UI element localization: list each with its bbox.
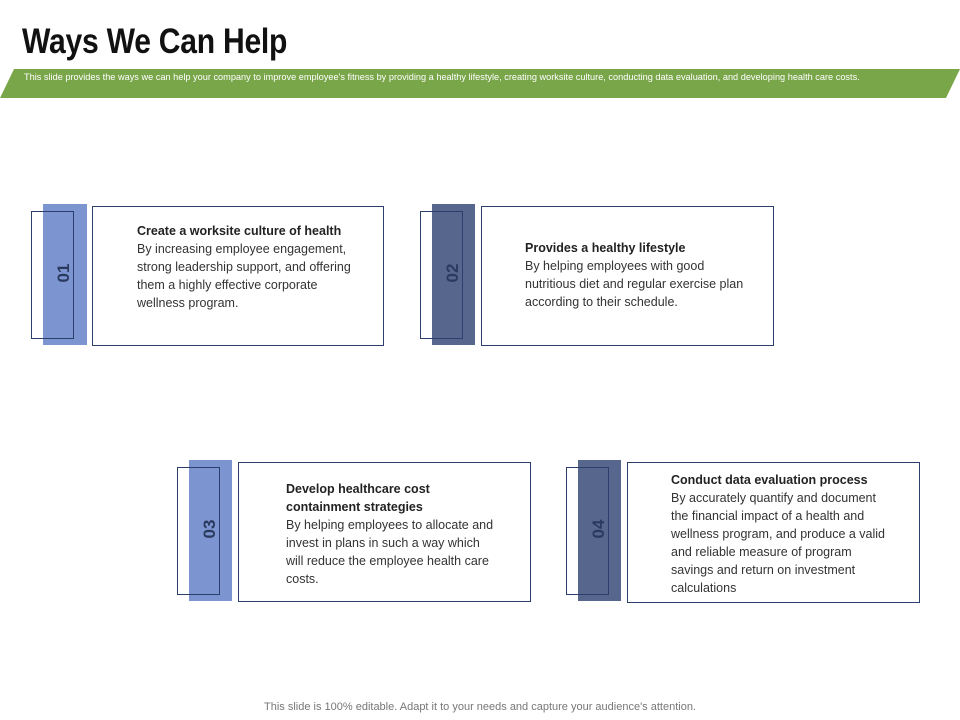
card-body: By accurately quantify and document the financial impact of a health and wellness program, and produce a valid and reliable measure of program savings and return on investment calculations (671, 491, 886, 595)
card-body: By helping employees to allocate and invest in plans in such a way which will reduce the employee health care costs. (286, 518, 494, 586)
card-text (671, 471, 896, 597)
subtitle-banner (0, 69, 960, 98)
card-heading: Create a worksite culture of health (137, 224, 342, 238)
card-text (286, 480, 496, 588)
card-heading: Provides a healthy lifestyle (525, 241, 686, 255)
card-number: 04 (589, 519, 608, 539)
slide-subtitle: This slide provides the ways we can help your company to improve employee's fitness by providing a healthy lifestyle, creating worksite culture, conducting data evaluation, and developing health care costs. (24, 72, 860, 82)
card-heading: Conduct data evaluation process (671, 473, 868, 487)
card-body: By increasing employee engagement, strong leadership support, and offering them a highly effective corporate wellness program. (137, 242, 351, 310)
footer-note: This slide is 100% editable. Adapt it to your needs and capture your audience's attention. (264, 701, 696, 713)
card-text (137, 222, 362, 312)
card-number: 03 (200, 519, 219, 539)
card-number: 01 (54, 263, 73, 283)
card-text (525, 239, 750, 311)
card-heading: Develop healthcare cost containment strategies (286, 482, 430, 514)
slide-title: Ways We Can Help (22, 22, 288, 61)
card-number: 02 (443, 263, 462, 283)
card-body: By helping employees with good nutritious diet and regular exercise plan according to their schedule. (525, 259, 744, 309)
